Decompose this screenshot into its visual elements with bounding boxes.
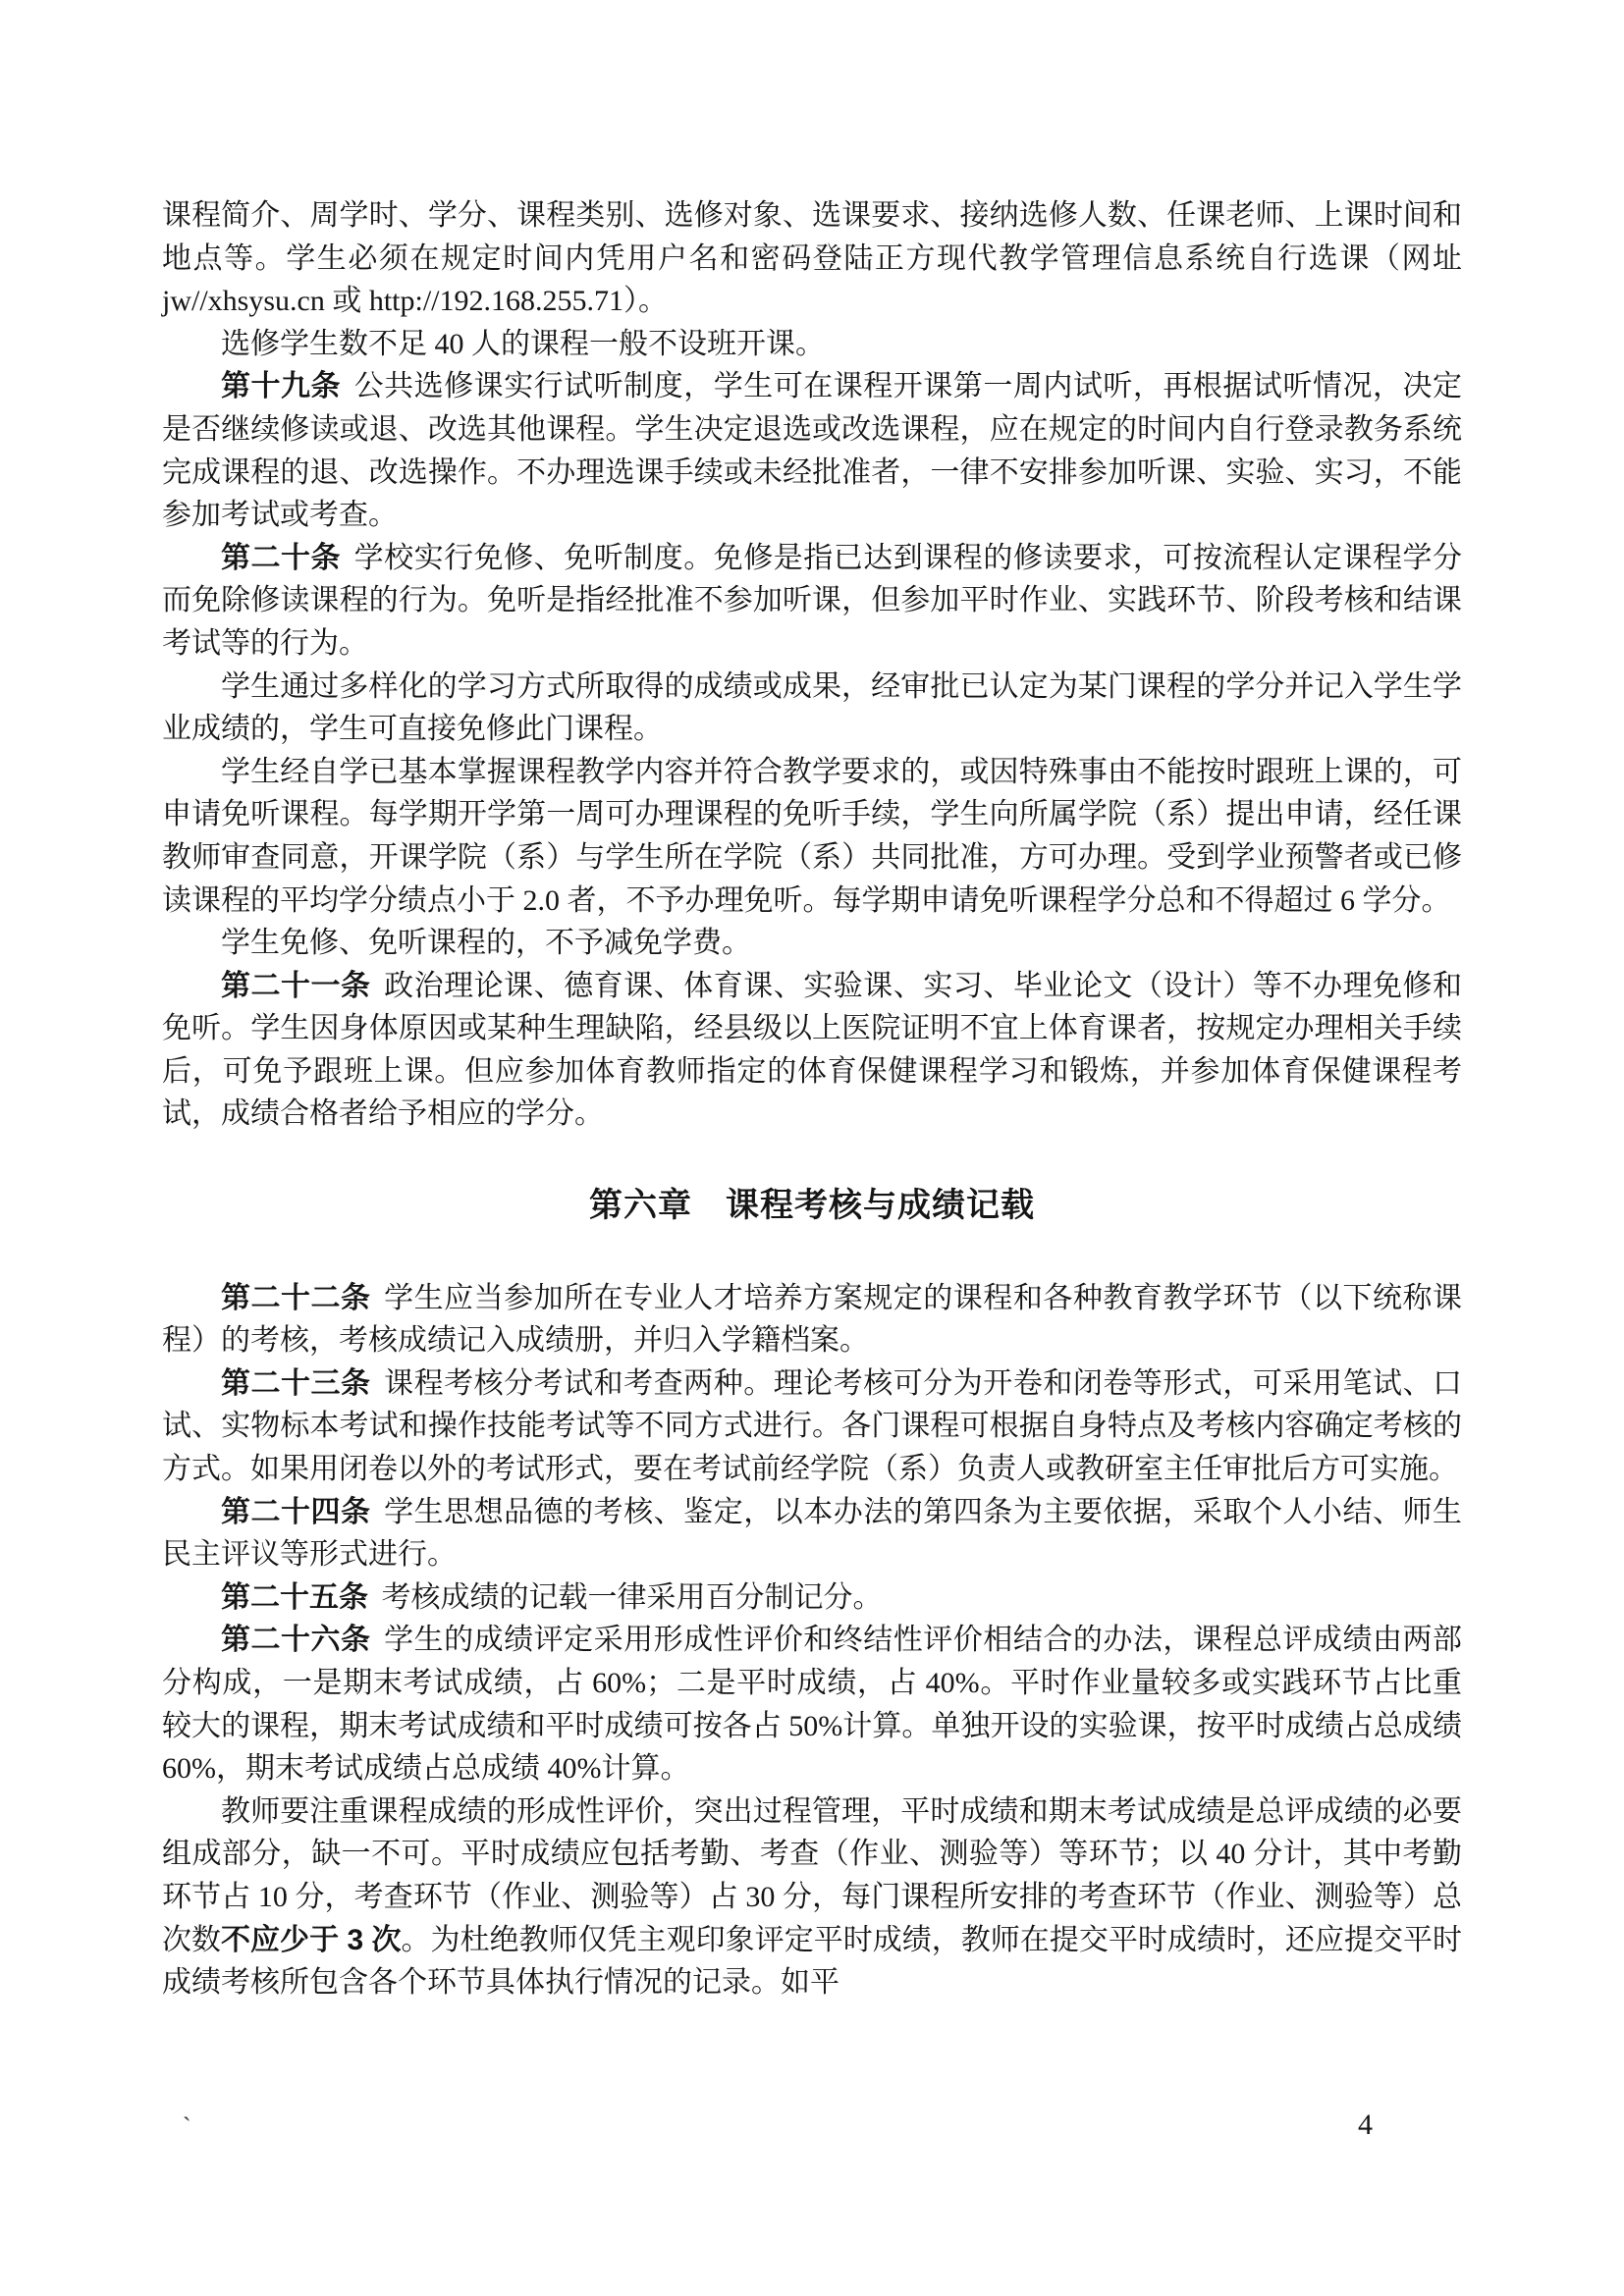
- article-text: 政治理论课、德育课、体育课、实验课、实习、毕业论文（设计）等不办理免修和免听。学生因身体原因或某种生理缺陷，经县级以上医院证明不宜上体育课者，按规定办理相关手续后，可免予跟班上课。但应参加体育教师指定的体育保健课程学习和锻炼，并参加体育保健课程考试，成绩合格者给予相应的学分。: [162, 969, 1462, 1131]
- paragraph-text: 课程简介、周学时、学分、课程类别、选修对象、选课要求、接纳选修人数、任课老师、上课时间和地点等。学生必须在规定时间内凭用户名和密码登陆正方现代教学管理信息系统自行选课（网址 jw//xhsysu.cn 或 http://192.168.255.71）。: [162, 199, 1462, 318]
- article-26: [162, 1619, 1462, 1789]
- article-21: [162, 965, 1462, 1136]
- article-20: [162, 537, 1462, 666]
- article-24: [162, 1491, 1462, 1576]
- article-number: 第十九条: [221, 370, 342, 403]
- body-text: [162, 194, 1462, 2004]
- emphasized-text: 不应少于 3 次: [221, 1923, 402, 1956]
- page-number: 4: [1358, 2109, 1373, 2141]
- chapter-title: 课程考核与成绩记载: [726, 1187, 1035, 1225]
- paragraph-text: 学生免修、免听课程的，不予减免学费。: [221, 927, 751, 960]
- article-number: 第二十三条: [221, 1366, 371, 1400]
- article-23: [162, 1362, 1462, 1491]
- article-number: 第二十五条: [221, 1580, 368, 1614]
- article-number: 第二十二条: [221, 1281, 371, 1314]
- chapter-number: 第六章: [589, 1187, 692, 1225]
- paragraph-text: 教师要注重课程成绩的形成性评价，突出过程管理，平时成绩和期末考试成绩是总评成绩的必要组成部分，缺一不可。平时成绩应包括考勤、考查（作业、测验等）等环节；以 40 分计，其中考勤环节占 10 分，考查环节（作业、测验等）占 30 分，每门课程所安排的考查环节（作业、测验等）总次数: [162, 1794, 1462, 1956]
- article-text: 课程考核分考试和考查两种。理论考核可分为开卷和闭卷等形式，可采用笔试、口试、实物标本考试和操作技能考试等不同方式进行。各门课程可根据自身特点及考核内容确定考核的方式。如果用闭卷以外的考试形式，要在考试前经学院（系）负责人或教研室主任审批后方可实施。: [162, 1366, 1462, 1486]
- article-text: 学生应当参加所在专业人才培养方案规定的课程和各种教育教学环节（以下统称课程）的考核，考核成绩记入成绩册，并归入学籍档案。: [162, 1281, 1462, 1358]
- paragraph: [162, 922, 1462, 965]
- paragraph: [162, 323, 1462, 366]
- paragraph-text: 学生经自学已基本掌握课程教学内容并符合教学要求的，或因特殊事由不能按时跟班上课的，可申请免听课程。每学期开学第一周可办理课程的免听手续，学生向所属学院（系）提出申请，经任课教师审查同意，开课学院（系）与学生所在学院（系）共同批准，方可办理。受到学业预警者或已修读课程的平均学分绩点小于 2.0 者，不予办理免听。每学期申请免听课程学分总和不得超过 6 学分。: [162, 755, 1462, 917]
- chapter-heading: [162, 1185, 1462, 1228]
- paragraph-text: 选修学生数不足 40 人的课程一般不设班开课。: [221, 327, 825, 360]
- paragraph: [162, 666, 1462, 751]
- article-22: [162, 1277, 1462, 1362]
- article-number: 第二十六条: [221, 1624, 371, 1657]
- article-text: 学生思想品德的考核、鉴定，以本办法的第四条为主要依据，采取个人小结、师生民主评议等形式进行。: [162, 1495, 1462, 1572]
- article-25: [162, 1576, 1462, 1620]
- footer-stray-mark: `: [183, 2112, 191, 2141]
- article-text: 学生的成绩评定采用形成性评价和终结性评价相结合的办法，课程总评成绩由两部分构成，一是期末考试成绩，占 60%；二是平时成绩，占 40%。平时作业量较多或实践环节占比重较大的课程，期末考试成绩和平时成绩可按各占 50%计算。单独开设的实验课，按平时成绩占总成绩 60%，期末考试成绩占总成绩 40%计算。: [162, 1624, 1462, 1786]
- paragraph-text: 。为杜绝教师仅凭主观印象评定平时成绩，教师在提交平时成绩时，还应提交平时成绩考核所包含各个环节具体执行情况的记录。如平: [162, 1923, 1463, 2000]
- article-text: 公共选修课实行试听制度，学生可在课程开课第一周内试听，再根据试听情况，决定是否继续修读或退、改选其他课程。学生决定退选或改选课程，应在规定的时间内自行登录教务系统完成课程的退、改选操作。不办理选课手续或未经批准者，一律不安排参加听课、实验、实习，不能参加考试或考查。: [162, 370, 1463, 532]
- article-number: 第二十四条: [221, 1495, 371, 1528]
- paragraph: [162, 751, 1462, 922]
- paragraph-continuation: [162, 194, 1462, 323]
- article-number: 第二十条: [221, 541, 342, 574]
- article-number: 第二十一条: [221, 969, 371, 1002]
- article-19: [162, 365, 1462, 536]
- paragraph-text: 学生通过多样化的学习方式所取得的成绩或成果，经审批已认定为某门课程的学分并记入学生学业成绩的，学生可直接免修此门课程。: [162, 669, 1462, 746]
- paragraph-teacher-requirements: [162, 1790, 1462, 2004]
- article-text: 考核成绩的记载一律采用百分制记分。: [381, 1580, 883, 1614]
- article-text: 学校实行免修、免听制度。免修是指已达到课程的修读要求，可按流程认定课程学分而免除修读课程的行为。免听是指经批准不参加听课，但参加平时作业、实践环节、阶段考核和结课考试等的行为。: [162, 541, 1463, 660]
